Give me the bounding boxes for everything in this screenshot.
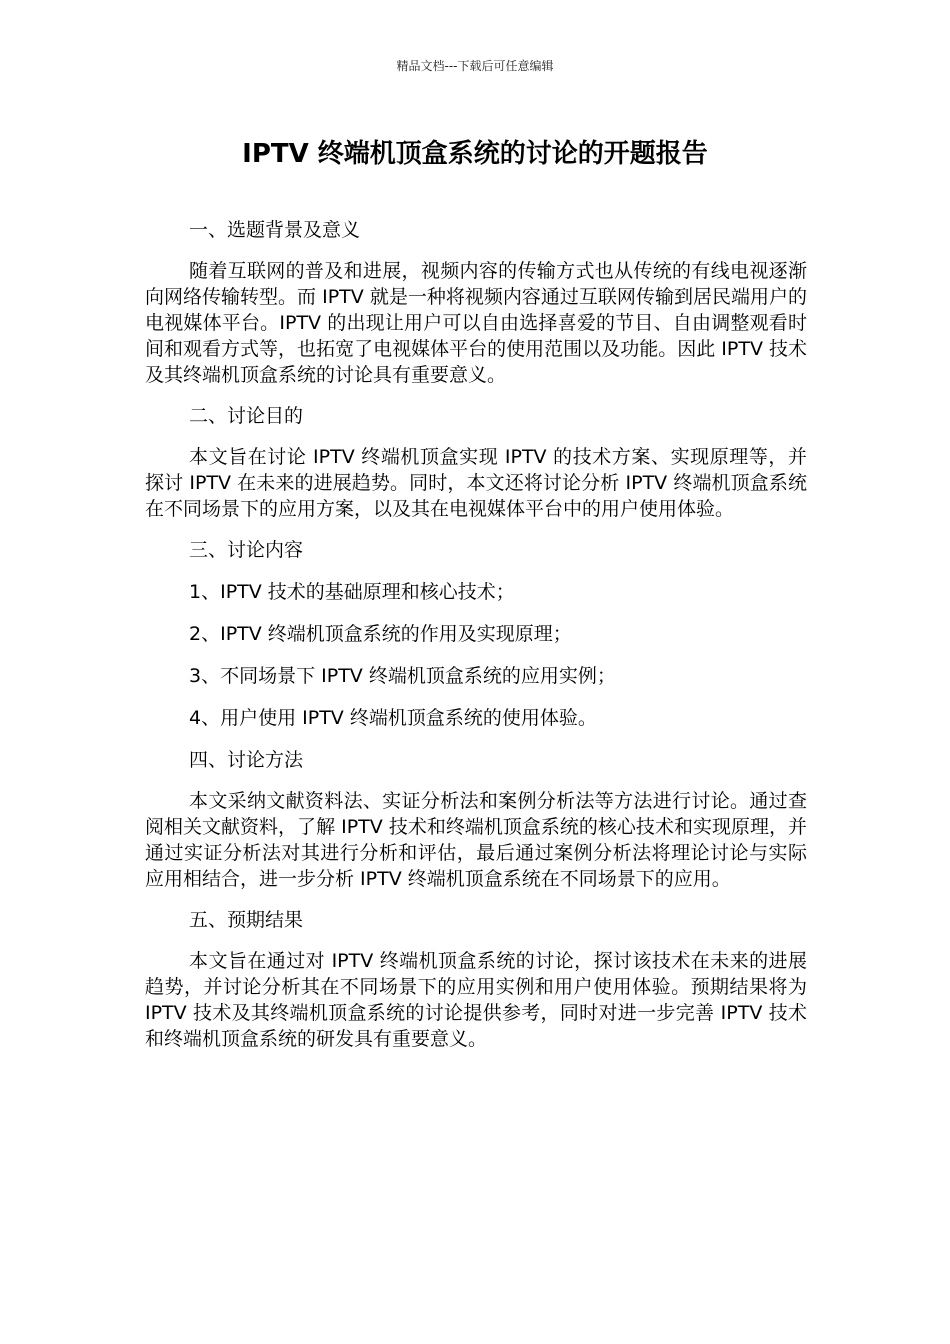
section-heading-expected: 五、预期结果: [189, 909, 304, 931]
document-body: [145, 216, 807, 1066]
section-paragraph-purpose: 本文旨在讨论 IPTV 终端机顶盒实现 IPTV 的技术方案、实现原理等，并探讨 IPTV 在未来的进展趋势。同时，本文还将讨论分析 IPTV 终端机顶盒系统在不同场景下的应用方案，以及其在电视媒体平台中的用户使用体验。: [145, 446, 807, 520]
section-heading-background: 一、选题背景及意义: [189, 219, 361, 241]
section-heading-purpose: 二、讨论目的: [189, 405, 304, 427]
document-title: IPTV 终端机顶盒系统的讨论的开题报告: [242, 139, 708, 169]
content-list-item-2: 2、IPTV 终端机顶盒系统的作用及实现原理；: [189, 623, 572, 645]
section-heading-content: 三、讨论内容: [189, 539, 304, 561]
section-paragraph-method: 本文采纳文献资料法、实证分析法和案例分析法等方法进行讨论。通过查阅相关文献资料，了解 IPTV 技术和终端机顶盒系统的核心技术和实现原理，并通过实证分析法对其进行分析和评估，最后通过案例分析法将理论讨论与实际应用相结合，进一步分析 IPTV 终端机顶盒系统在不同场景下的应用。: [145, 790, 807, 890]
content-list-item-1: 1、IPTV 技术的基础原理和核心技术；: [189, 581, 515, 603]
header-note: 精品文档---下载后可任意编辑: [396, 59, 554, 73]
section-paragraph-background: 随着互联网的普及和进展，视频内容的传输方式也从传统的有线电视逐渐向网络传输转型。而 IPTV 就是一种将视频内容通过互联网传输到居民端用户的电视媒体平台。IPTV 的出现让用户可以自由选择喜爱的节目、自由调整观看时间和观看方式等，也拓宽了电视媒体平台的使用范围以及功能。因此 IPTV 技术及其终端机顶盒系统的讨论具有重要意义。: [145, 260, 807, 386]
section-heading-method: 四、讨论方法: [189, 749, 304, 771]
content-list-item-4: 4、用户使用 IPTV 终端机顶盒系统的使用体验。: [189, 707, 597, 729]
content-list-item-3: 3、不同场景下 IPTV 终端机顶盒系统的应用实例；: [189, 665, 616, 687]
section-paragraph-expected: 本文旨在通过对 IPTV 终端机顶盒系统的讨论，探讨该技术在未来的进展趋势，并讨论分析其在不同场景下的应用实例和用户使用体验。预期结果将为 IPTV 技术及其终端机顶盒系统的讨论提供参考，同时对进一步完善 IPTV 技术和终端机顶盒系统的研发具有重要意义。: [145, 950, 807, 1050]
